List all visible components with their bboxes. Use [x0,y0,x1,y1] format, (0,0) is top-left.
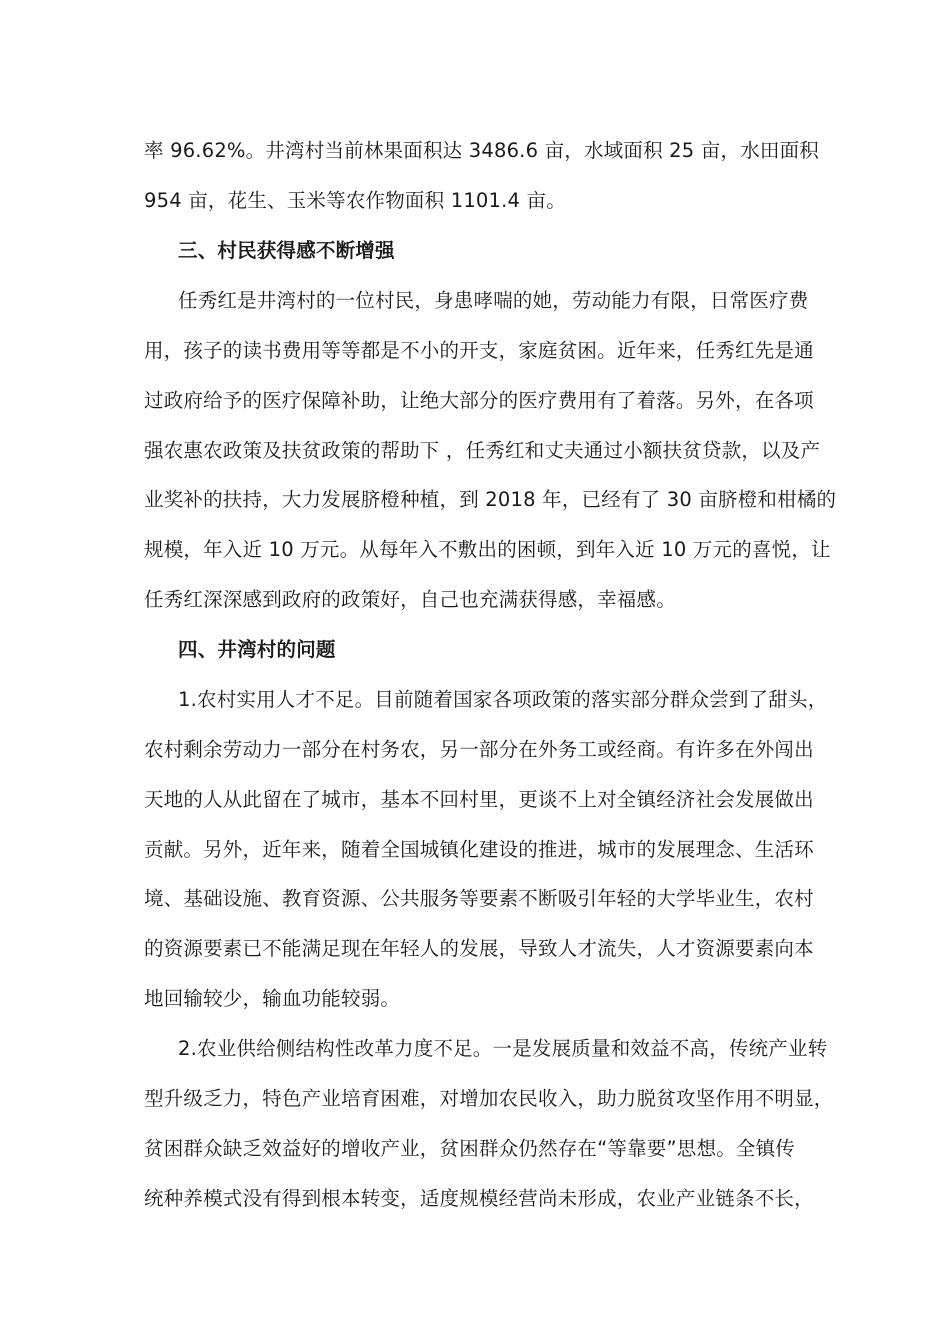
body-text-line: 用，孩子的读书费用等等都是不小的开支，家庭贫困。近年来，任秀红先是通 [144,339,814,362]
body-text-line: 天地的人从此留在了城市，基本不回村里，更谈不上对全镇经济社会发展做出 [144,788,814,811]
body-text-line: 业奖补的扶持，大力发展脐橙种植，到 2018 年，已经有了 30 亩脐橙和柑橘的 [144,488,837,511]
body-text-line: 贫困群众缺乏效益好的增收产业，贫困群众仍然存在“等靠要”思想。全镇传 [144,1137,796,1160]
body-text-line: 2.农业供给侧结构性改革力度不足。一是发展质量和效益不高，传统产业转 [178,1037,828,1060]
body-text-line: 过政府给予的医疗保障补助，让绝大部分的医疗费用有了着落。另外，在各项 [144,389,814,412]
body-text-line: 规模，年入近 10 万元。从每年入不敷出的困顿，到年入近 10 万元的喜悦，让 [144,538,831,561]
body-text-line: 任秀红深深感到政府的政策好，自己也充满获得感，幸福感。 [144,588,676,611]
body-text-line: 统种养模式没有得到根本转变，适度规模经营尚未形成，农业产业链条不长， [144,1187,814,1210]
body-text-line: 型升级乏力，特色产业培育困难，对增加农民收入，助力脱贫攻坚作用不明显， [144,1087,834,1110]
body-text-line: 农村剩余劳动力一部分在村务农，另一部分在外务工或经商。有许多在外闯出 [144,738,814,761]
body-text-line: 任秀红是井湾村的一位村民，身患哮喘的她，劳动能力有限，日常医疗费 [178,289,809,312]
body-text-line: 地回输较少，输血功能较弱。 [144,987,401,1010]
section-heading: 四、井湾村的问题 [178,638,336,661]
section-heading: 三、村民获得感不断增强 [178,239,395,262]
body-text-line: 强农惠农政策及扶贫政策的帮助下 ，任秀红和丈夫通过小额扶贫贷款，以及产 [144,439,821,462]
body-text-line: 率 96.62%。井湾村当前林果面积达 3486.6 亩，水域面积 25 亩，水田面积 [144,139,819,162]
body-text-line: 贡献。另外，近年来，随着全国城镇化建设的推进，城市的发展理念、生活环 [144,838,814,861]
body-text-line: 境、基础设施、教育资源、公共服务等要素不断吸引年轻的大学毕业生，农村 [144,887,814,910]
body-text-line: 1.农村实用人才不足。目前随着国家各项政策的落实部分群众尝到了甜头， [178,688,828,711]
body-text-line: 的资源要素已不能满足现在年轻人的发展，导致人才流失，人才资源要素向本 [144,937,814,960]
body-text-line: 954 亩，花生、玉米等农作物面积 1101.4 亩。 [144,189,566,212]
